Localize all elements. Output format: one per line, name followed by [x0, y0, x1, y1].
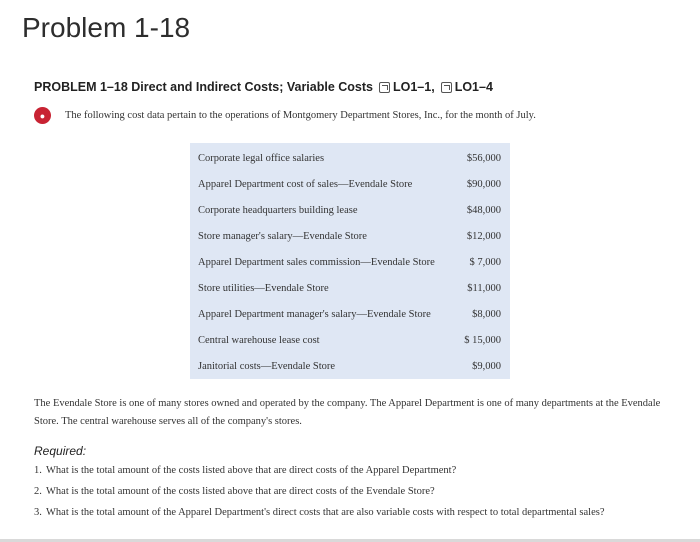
lo-link-1-label: LO1–1, — [393, 80, 435, 94]
cost-amount: $12,000 — [466, 230, 501, 242]
cost-row — [190, 197, 510, 223]
cost-table — [190, 143, 510, 379]
cost-label: Central warehouse lease cost — [198, 334, 320, 346]
lo-link-2[interactable] — [441, 80, 493, 94]
cost-row — [190, 327, 510, 353]
question-item — [34, 483, 674, 501]
cost-label: Apparel Department manager's salary—Evendale Store — [198, 308, 431, 320]
cost-row — [190, 171, 510, 197]
question-number: 3. — [34, 507, 42, 518]
question-item — [34, 462, 674, 480]
intro-row — [34, 107, 536, 124]
problem-heading — [34, 80, 493, 94]
cost-amount: $11,000 — [467, 282, 501, 294]
cost-row — [190, 301, 510, 327]
lo-link-1[interactable] — [379, 80, 435, 94]
lo-link-2-label: LO1–4 — [454, 80, 493, 94]
question-text: What is the total amount of the Apparel Department's direct costs that are also variable costs with respect to total departmental sales? — [46, 507, 605, 518]
cost-amount: $9,000 — [472, 360, 501, 372]
page-title: Problem 1-18 — [22, 12, 191, 43]
cost-row — [190, 145, 510, 171]
cost-label: Janitorial costs—Evendale Store — [198, 360, 336, 372]
description-paragraph: The Evendale Store is one of many stores owned and operated by the company. The Apparel Department is one of many departments at the Evendale Store. The central warehouse serves all of the company's stores. — [34, 398, 661, 427]
question-list — [34, 462, 674, 525]
cost-amount: $56,000 — [466, 152, 501, 164]
question-text: What is the total amount of the costs listed above that are direct costs of the Apparel Department? — [46, 465, 457, 476]
cost-row — [190, 353, 510, 379]
cost-label: Store utilities—Evendale Store — [198, 282, 329, 294]
cost-amount: $48,000 — [466, 204, 501, 216]
problem-heading-text: PROBLEM 1–18 Direct and Indirect Costs; Variable Costs — [34, 80, 373, 94]
cost-label: Corporate legal office salaries — [198, 152, 325, 164]
question-text: What is the total amount of the costs listed above that are direct costs of the Evendale Store? — [46, 486, 435, 497]
cost-label: Apparel Department sales commission—Evendale Store — [198, 256, 435, 268]
cost-amount: $ 15,000 — [464, 334, 501, 346]
question-item — [34, 504, 674, 522]
intro-text: The following cost data pertain to the operations of Montgomery Department Stores, Inc., for the month of July. — [65, 110, 536, 121]
cost-amount: $ 7,000 — [469, 256, 501, 268]
cost-amount: $8,000 — [472, 308, 501, 320]
question-number: 1. — [34, 465, 42, 476]
cost-row — [190, 223, 510, 249]
cost-amount: $90,000 — [466, 178, 501, 190]
external-link-icon — [441, 82, 452, 93]
cost-label: Store manager's salary—Evendale Store — [198, 230, 367, 242]
alert-icon: ● — [34, 107, 51, 124]
cost-label: Corporate headquarters building lease — [198, 204, 358, 216]
cost-row — [190, 275, 510, 301]
cost-row — [190, 249, 510, 275]
external-link-icon — [379, 82, 390, 93]
question-number: 2. — [34, 486, 42, 497]
required-label: Required: — [34, 444, 87, 458]
cost-label: Apparel Department cost of sales—Evendale Store — [198, 178, 413, 190]
